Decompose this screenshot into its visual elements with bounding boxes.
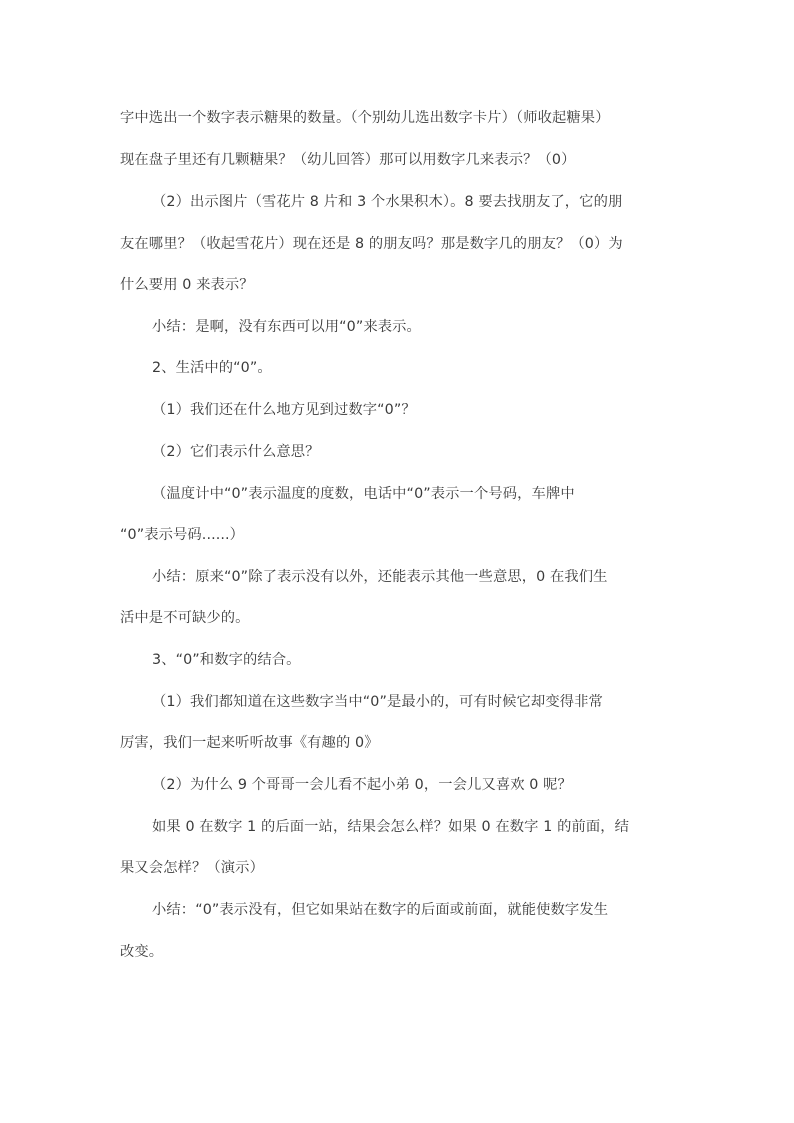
paragraph-line: （2）它们表示什么意思？ — [152, 444, 320, 460]
paragraph-line: 现在盘子里还有几颗糖果？（幼儿回答）那可以用数字几来表示？（0） — [120, 152, 576, 168]
paragraph-line: 友在哪里？（收起雪花片）现在还是 8 的朋友吗？那是数字几的朋友？（0）为 — [120, 236, 623, 252]
paragraph-line: 改变。 — [120, 944, 164, 960]
paragraph-line: （2）出示图片（雪花片 8 片和 3 个水果积木）。8 要去找朋友了，它的朋 — [152, 194, 623, 210]
section-heading: 2、生活中的“0”。 — [152, 360, 272, 376]
paragraph-line: 什么要用 0 来表示？ — [120, 277, 254, 293]
paragraph-line: 字中选出一个数字表示糖果的数量。（个别幼儿选出数字卡片）（师收起糖果） — [120, 110, 610, 126]
paragraph-line: 活中是不可缺少的。 — [120, 610, 250, 626]
section-heading: 3、“0”和数字的结合。 — [152, 652, 301, 668]
paragraph-line: 果又会怎样？（演示） — [120, 860, 264, 876]
paragraph-line: “0”表示号码......） — [120, 527, 245, 543]
summary-line: 小结：“0”表示没有，但它如果站在数字的后面或前面，就能使数字发生 — [152, 902, 609, 918]
paragraph-line: 厉害，我们一起来听听故事《有趣的 0》 — [120, 735, 379, 751]
paragraph-line: （1）我们都知道在这些数字当中“0”是最小的，可有时候它却变得非常 — [152, 694, 603, 710]
paragraph-line: （2）为什么 9 个哥哥一会儿看不起小弟 0，一会儿又喜欢 0 呢？ — [152, 777, 572, 793]
paragraph-line: 如果 0 在数字 1 的后面一站，结果会怎么样？如果 0 在数字 1 的前面，结 — [152, 819, 630, 835]
paragraph-line: （1）我们还在什么地方见到过数字“0”？ — [152, 402, 416, 418]
summary-line: 小结：是啊，没有东西可以用“0”来表示。 — [152, 319, 421, 335]
paragraph-line: （温度计中“0”表示温度的度数，电话中“0”表示一个号码，车牌中 — [152, 486, 575, 502]
summary-line: 小结：原来“0”除了表示没有以外，还能表示其他一些意思，0 在我们生 — [152, 569, 608, 585]
